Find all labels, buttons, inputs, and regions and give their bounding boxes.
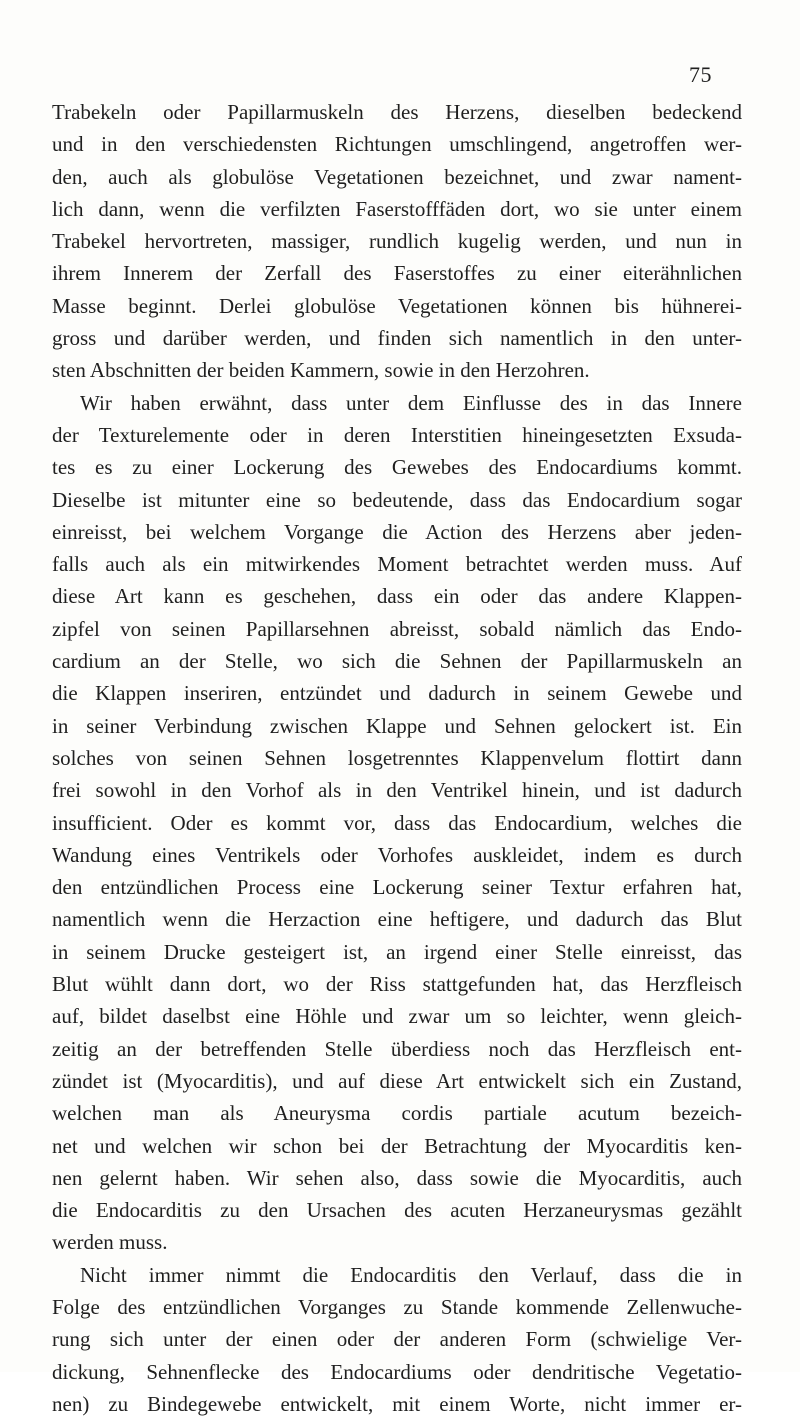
page-number: 75	[689, 62, 712, 87]
text-line: einreisst, bei welchem Vorgange die Action des Herzens aber jeden-	[52, 519, 742, 544]
text-line: die Klappen inseriren, entzündet und dadurch in seinem Gewebe und	[52, 681, 742, 706]
text-line: rung sich unter der einen oder der anderen Form (schwielige Ver-	[52, 1327, 742, 1352]
text-line: ihrem Innerem der Zerfall des Faserstoffes zu einer eiterähnlichen	[52, 261, 742, 286]
text-line: der Texturelemente oder in deren Interstitien hineingesetzten Exsuda-	[52, 422, 742, 447]
text-line: lich dann, wenn die verfilzten Faserstofffäden dort, wo sie unter einem	[52, 196, 742, 221]
text-line: Trabekel hervortreten, massiger, rundlich kugelig werden, und nun in	[52, 229, 742, 254]
text-line: in seinem Drucke gesteigert ist, an irgend einer Stelle einreisst, das	[52, 939, 742, 964]
text-line: und in den verschiedensten Richtungen umschlingend, angetroffen wer-	[52, 132, 742, 157]
text-line: Nicht immer nimmt die Endocarditis den Verlauf, dass die in	[80, 1262, 742, 1287]
text-line: dickung, Sehnenflecke des Endocardiums oder dendritische Vegetatio-	[52, 1359, 742, 1384]
text-line: cardium an der Stelle, wo sich die Sehnen der Papillarmuskeln an	[52, 649, 742, 674]
text-line: auf, bildet daselbst eine Höhle und zwar um so leichter, wenn gleich-	[52, 1004, 742, 1029]
text-line: tes es zu einer Lockerung des Gewebes des Endocardiums kommt.	[52, 455, 742, 480]
text-line: nen) zu Bindegewebe entwickelt, mit einem Worte, nicht immer er-	[52, 1391, 742, 1416]
text-line: in seiner Verbindung zwischen Klappe und Sehnen gelockert ist. Ein	[52, 713, 742, 738]
text-line: namentlich wenn die Herzaction eine heftigere, und dadurch das Blut	[52, 907, 742, 932]
text-line: werden muss.	[52, 1230, 168, 1255]
text-line: insufficient. Oder es kommt vor, dass das Endocardium, welches die	[52, 810, 742, 835]
text-line: Wandung eines Ventrikels oder Vorhofes auskleidet, indem es durch	[52, 842, 742, 867]
text-line: Folge des entzündlichen Vorganges zu Stande kommende Zellenwuche-	[52, 1294, 742, 1319]
text-line: Blut wühlt dann dort, wo der Riss stattgefunden hat, das Herzfleisch	[52, 972, 742, 997]
text-line: welchen man als Aneurysma cordis partiale acutum bezeich-	[52, 1101, 742, 1126]
text-line: den, auch als globulöse Vegetationen bezeichnet, und zwar nament-	[52, 164, 742, 189]
body-text	[52, 96, 742, 1420]
text-line: sten Abschnitten der beiden Kammern, sowie in den Herzohren.	[52, 358, 590, 383]
text-line: Trabekeln oder Papillarmuskeln des Herzens, dieselben bedeckend	[52, 100, 742, 124]
text-line: nen gelernt haben. Wir sehen also, dass sowie die Myocarditis, auch	[52, 1165, 742, 1190]
text-line: Masse beginnt. Derlei globulöse Vegetationen können bis hühnerei-	[52, 293, 742, 318]
text-line: Dieselbe ist mitunter eine so bedeutende, dass das Endocardium sogar	[52, 487, 742, 512]
text-line: zeitig an der betreffenden Stelle überdiess noch das Herzfleisch ent-	[52, 1036, 742, 1061]
text-line: zipfel von seinen Papillarsehnen abreisst, sobald nämlich das Endo-	[52, 616, 742, 641]
text-line: die Endocarditis zu den Ursachen des acuten Herzaneurysmas gezählt	[52, 1198, 742, 1223]
text-line: zündet ist (Myocarditis), und auf diese Art entwickelt sich ein Zustand,	[52, 1068, 742, 1093]
text-line: solches von seinen Sehnen losgetrenntes Klappenvelum flottirt dann	[52, 745, 742, 770]
text-line: falls auch als ein mitwirkendes Moment betrachtet werden muss. Auf	[52, 552, 742, 577]
text-line: diese Art kann es geschehen, dass ein oder das andere Klappen-	[52, 584, 742, 609]
text-line: frei sowohl in den Vorhof als in den Ventrikel hinein, und ist dadurch	[52, 778, 742, 803]
text-line: net und welchen wir schon bei der Betrachtung der Myocarditis ken-	[52, 1133, 742, 1158]
text-line: den entzündlichen Process eine Lockerung seiner Textur erfahren hat,	[52, 875, 742, 900]
text-line: Wir haben erwähnt, dass unter dem Einflusse des in das Innere	[80, 390, 742, 415]
text-line: gross und darüber werden, und finden sich namentlich in den unter-	[52, 326, 742, 351]
